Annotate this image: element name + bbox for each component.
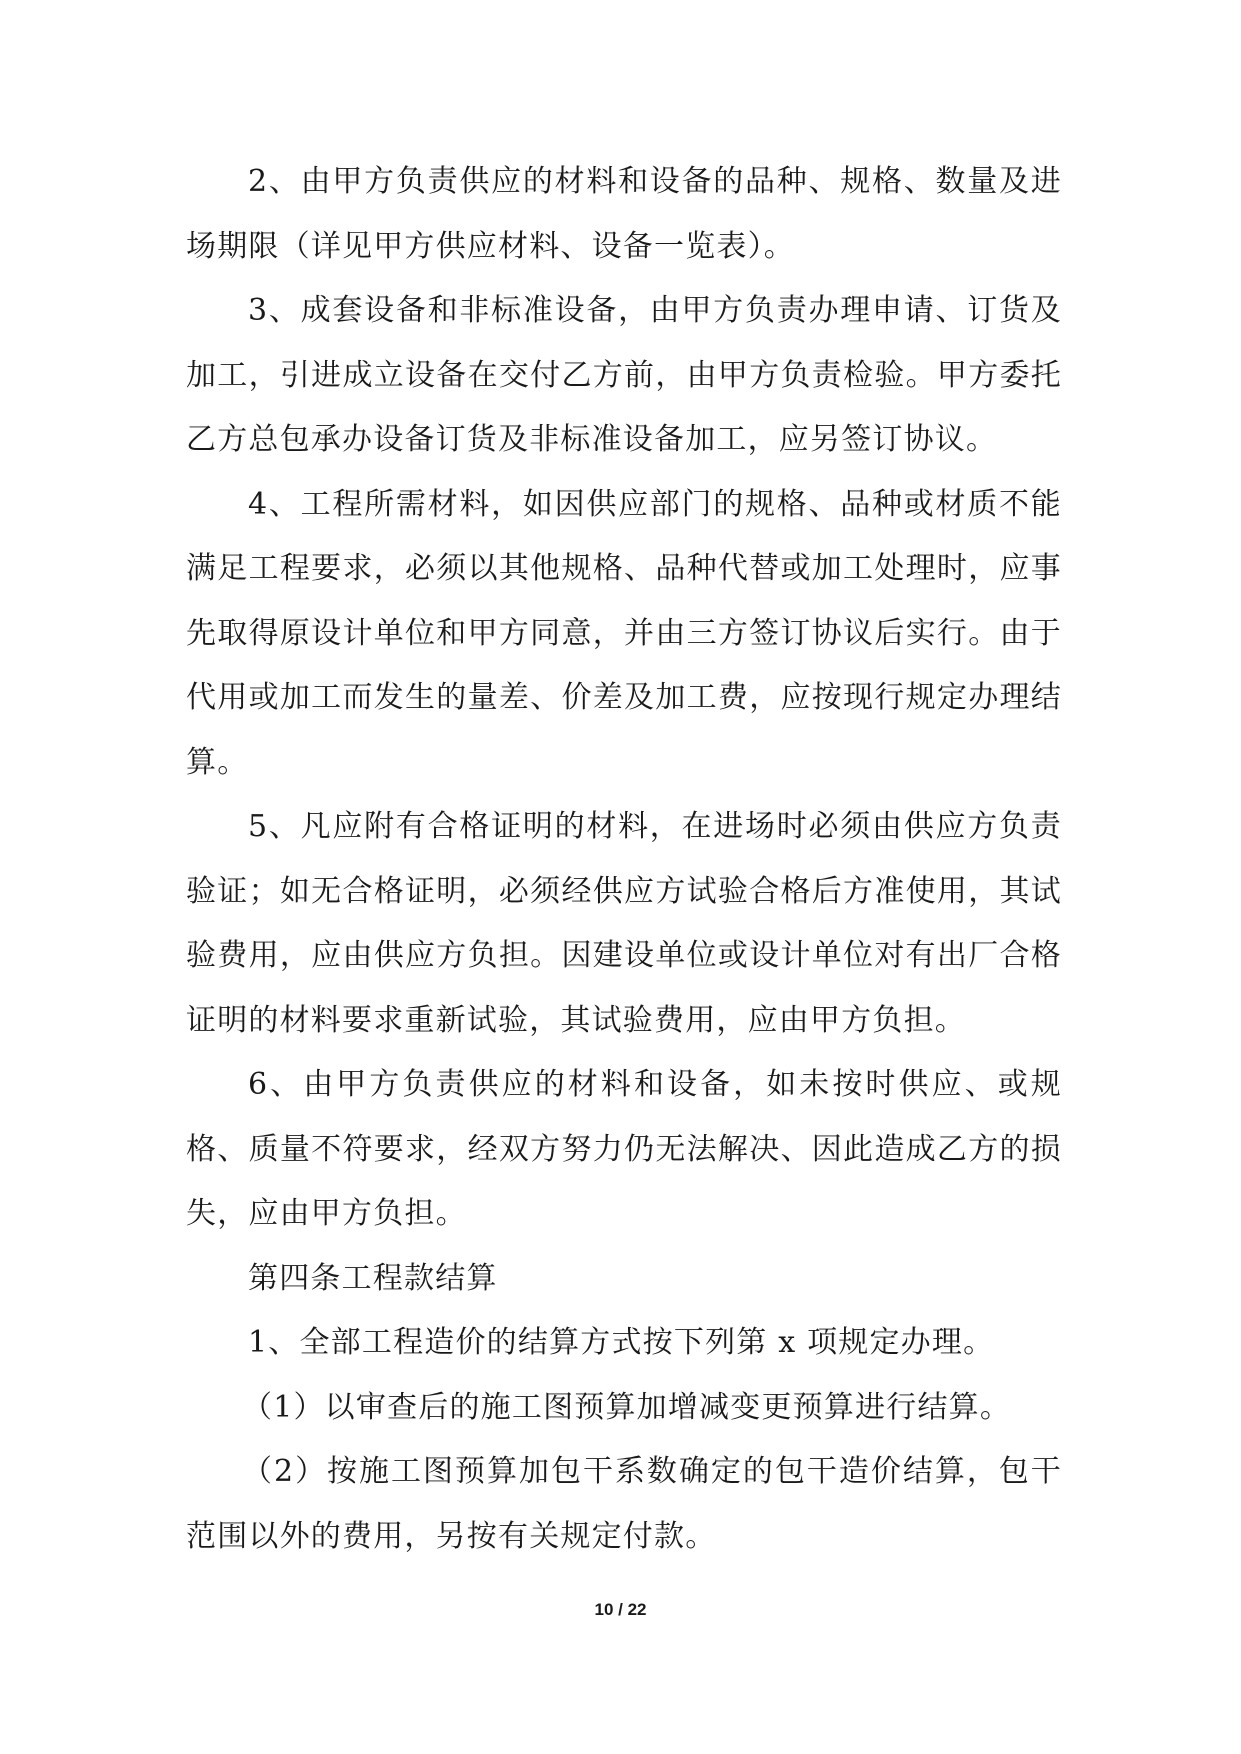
clause-2-paragraph: 2、由甲方负责供应的材料和设备的品种、规格、数量及进场期限（详见甲方供应材料、设备一览表）。 — [186, 164, 1062, 264]
clause-6-paragraph: 6、由甲方负责供应的材料和设备，如未按时供应、或规格、质量不符要求，经双方努力仍无法解决、因此造成乙方的损失，应由甲方负担。 — [186, 1067, 1062, 1231]
clause-3-paragraph: 3、成套设备和非标准设备，由甲方负责办理申请、订货及加工，引进成立设备在交付乙方前，由甲方负责检验。甲方委托乙方总包承办设备订货及非标准设备加工，应另签订协议。 — [186, 293, 1062, 457]
clause-4-paragraph: 4、工程所需材料，如因供应部门的规格、品种或材质不能满足工程要求，必须以其他规格、品种代替或加工处理时，应事先取得原设计单位和甲方同意，并由三方签订协议后实行。由于代用或加工而发生的量差、价差及加工费，应按现行规定办理结算。 — [186, 486, 1062, 780]
settlement-option-2-paragraph: （2）按施工图预算加包干系数确定的包干造价结算，包干范围以外的费用，另按有关规定付款。 — [186, 1454, 1062, 1554]
document-body — [186, 150, 1062, 1569]
settlement-option-1-paragraph: （1）以审查后的施工图预算加增减变更预算进行结算。 — [242, 1389, 1012, 1425]
settlement-clause-1-paragraph: 1、全部工程造价的结算方式按下列第 x 项规定办理。 — [248, 1325, 995, 1360]
page-number: 10 / 22 — [594, 1600, 647, 1619]
clause-5-paragraph: 5、凡应附有合格证明的材料，在进场时必须由供应方负责验证；如无合格证明，必须经供应方试验合格后方准使用，其试验费用，应由供应方负担。因建设单位或设计单位对有出厂合格证明的材料要求重新试验，其试验费用，应由甲方负担。 — [186, 809, 1062, 1038]
section-heading-article-4: 第四条工程款结算 — [248, 1260, 498, 1296]
